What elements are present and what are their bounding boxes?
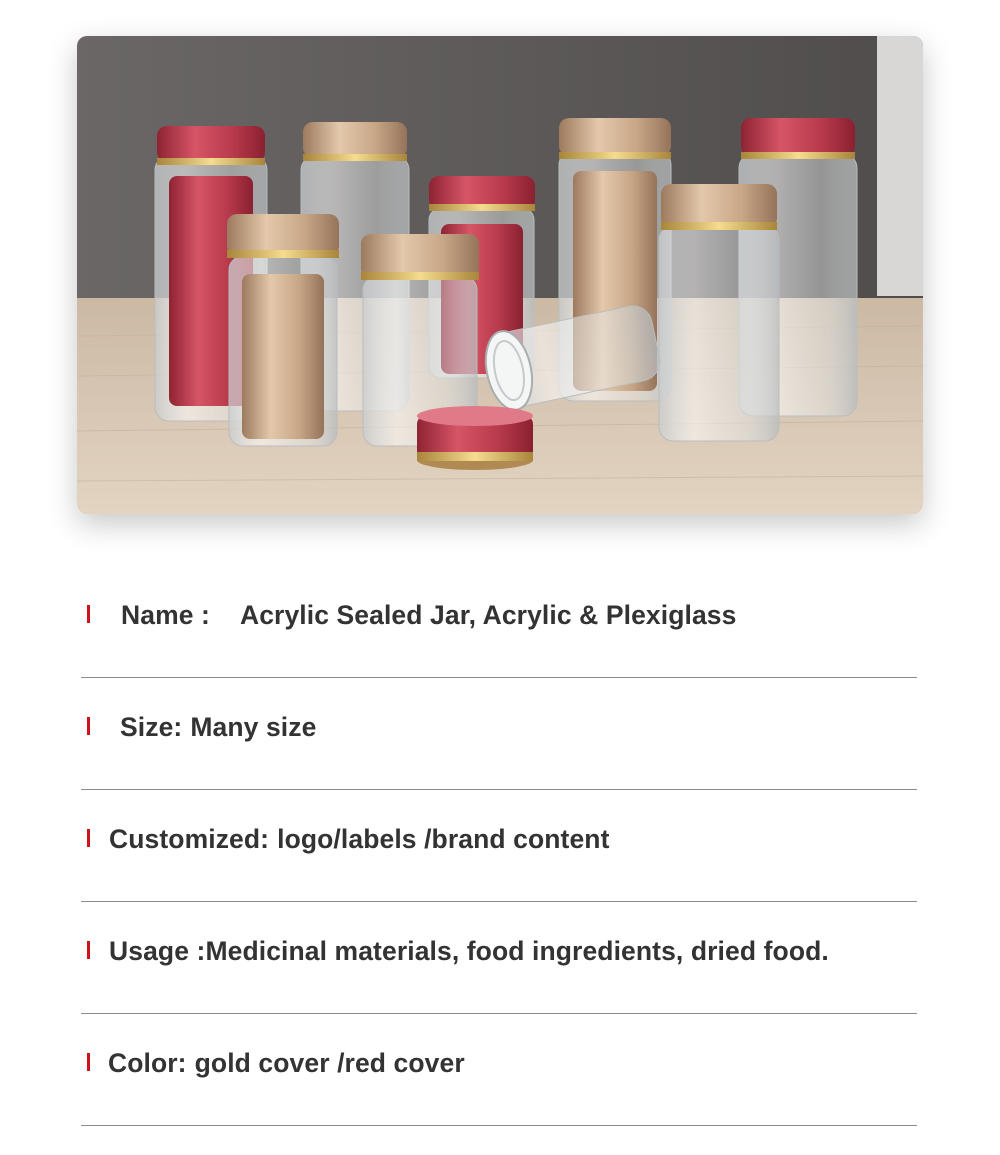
spec-row-usage — [81, 902, 917, 1014]
spec-text — [121, 600, 736, 631]
spec-label: Name : — [121, 600, 210, 630]
spec-label: Customized: — [109, 824, 270, 854]
spec-value: logo/labels /brand content — [277, 824, 610, 854]
spec-row-customized — [81, 790, 917, 902]
spec-row-name — [81, 566, 917, 678]
spec-text — [109, 824, 610, 855]
spec-label: Usage : — [109, 936, 206, 966]
bullet-marker — [87, 941, 90, 959]
product-photo — [77, 36, 923, 514]
spec-label: Size: — [120, 712, 183, 742]
spec-row-color — [81, 1014, 917, 1126]
spec-value: Medicinal materials, food ingredients, dried food. — [205, 936, 829, 966]
spec-label: Color: — [108, 1048, 187, 1078]
spec-value: Many size — [190, 712, 317, 742]
spec-value: gold cover /red cover — [194, 1048, 465, 1078]
spec-text — [109, 936, 829, 967]
bullet-marker — [87, 605, 90, 623]
bullet-marker — [87, 829, 90, 847]
acrylic-jars-illustration — [77, 36, 923, 514]
bullet-marker — [87, 717, 90, 735]
spec-text — [120, 712, 316, 743]
bullet-marker — [87, 1053, 90, 1071]
spec-row-size — [81, 678, 917, 790]
spec-list — [81, 566, 917, 1126]
spec-text — [108, 1048, 465, 1079]
spec-value: Acrylic Sealed Jar, Acrylic & Plexiglass — [239, 600, 737, 630]
